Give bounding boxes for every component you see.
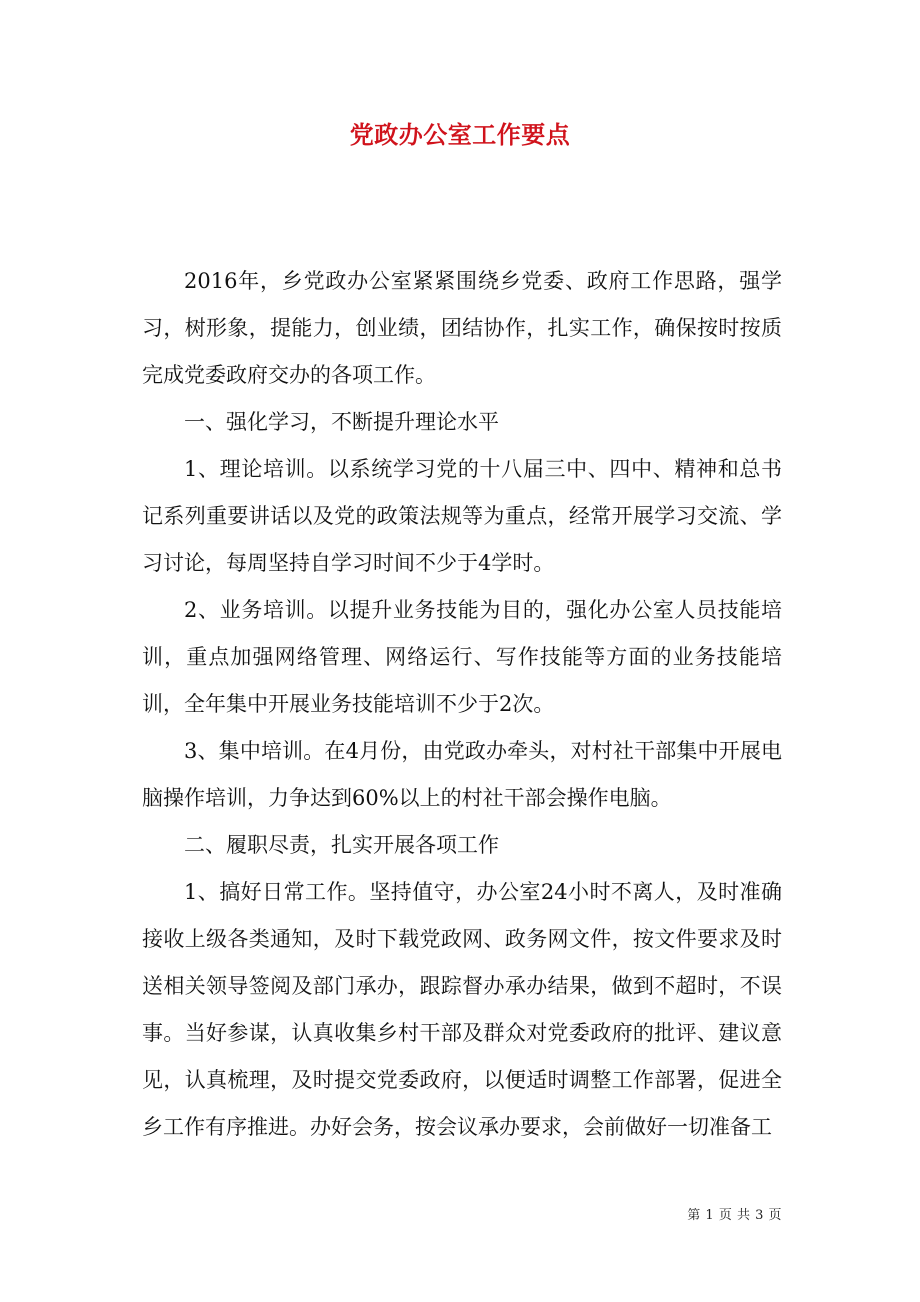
paragraph-intro: 2016年，乡党政办公室紧紧围绕乡党委、政府工作思路，强学习，树形象，提能力，创业绩，团结协作，扎实工作，确保按时按质完成党委政府交办的各项工作。 <box>142 269 782 387</box>
section-heading-2: 二、履职尽责，扎实开展各项工作 <box>184 833 499 857</box>
document-body <box>142 258 782 1151</box>
paragraph-theory-training: 1、理论培训。以系统学习党的十八届三中、四中、精神和总书记系列重要讲话以及党的政策法规等为重点，经常开展学习交流、学习讨论，每周坚持自学习时间不少于4学时。 <box>142 457 782 575</box>
page-number: 第 1 页 共 3 页 <box>687 1208 782 1223</box>
paragraph-daily-work: 1、搞好日常工作。坚持值守，办公室24小时不离人，及时准确接收上级各类通知，及时下载党政网、政务网文件，按文件要求及时送相关领导签阅及部门承办，跟踪督办承办结果，做到不超时，不误事。当好参谋，认真收集乡村干部及群众对党委政府的批评、建议意见，认真梳理，及时提交党委政府，以便适时调整工作部署，促进全乡工作有序推进。办好会务，按会议承办要求，会前做好一切准备工 <box>142 880 782 1139</box>
paragraph-concentrated-training: 3、集中培训。在4月份，由党政办牵头，对村社干部集中开展电脑操作培训，力争达到60%以上的村社干部会操作电脑。 <box>142 739 782 810</box>
paragraph-business-training: 2、业务培训。以提升业务技能为目的，强化办公室人员技能培训，重点加强网络管理、网络运行、写作技能等方面的业务技能培训，全年集中开展业务技能培训不少于2次。 <box>142 598 782 716</box>
section-heading-1: 一、强化学习，不断提升理论水平 <box>184 410 499 434</box>
document-title: 党政办公室工作要点 <box>349 120 571 149</box>
